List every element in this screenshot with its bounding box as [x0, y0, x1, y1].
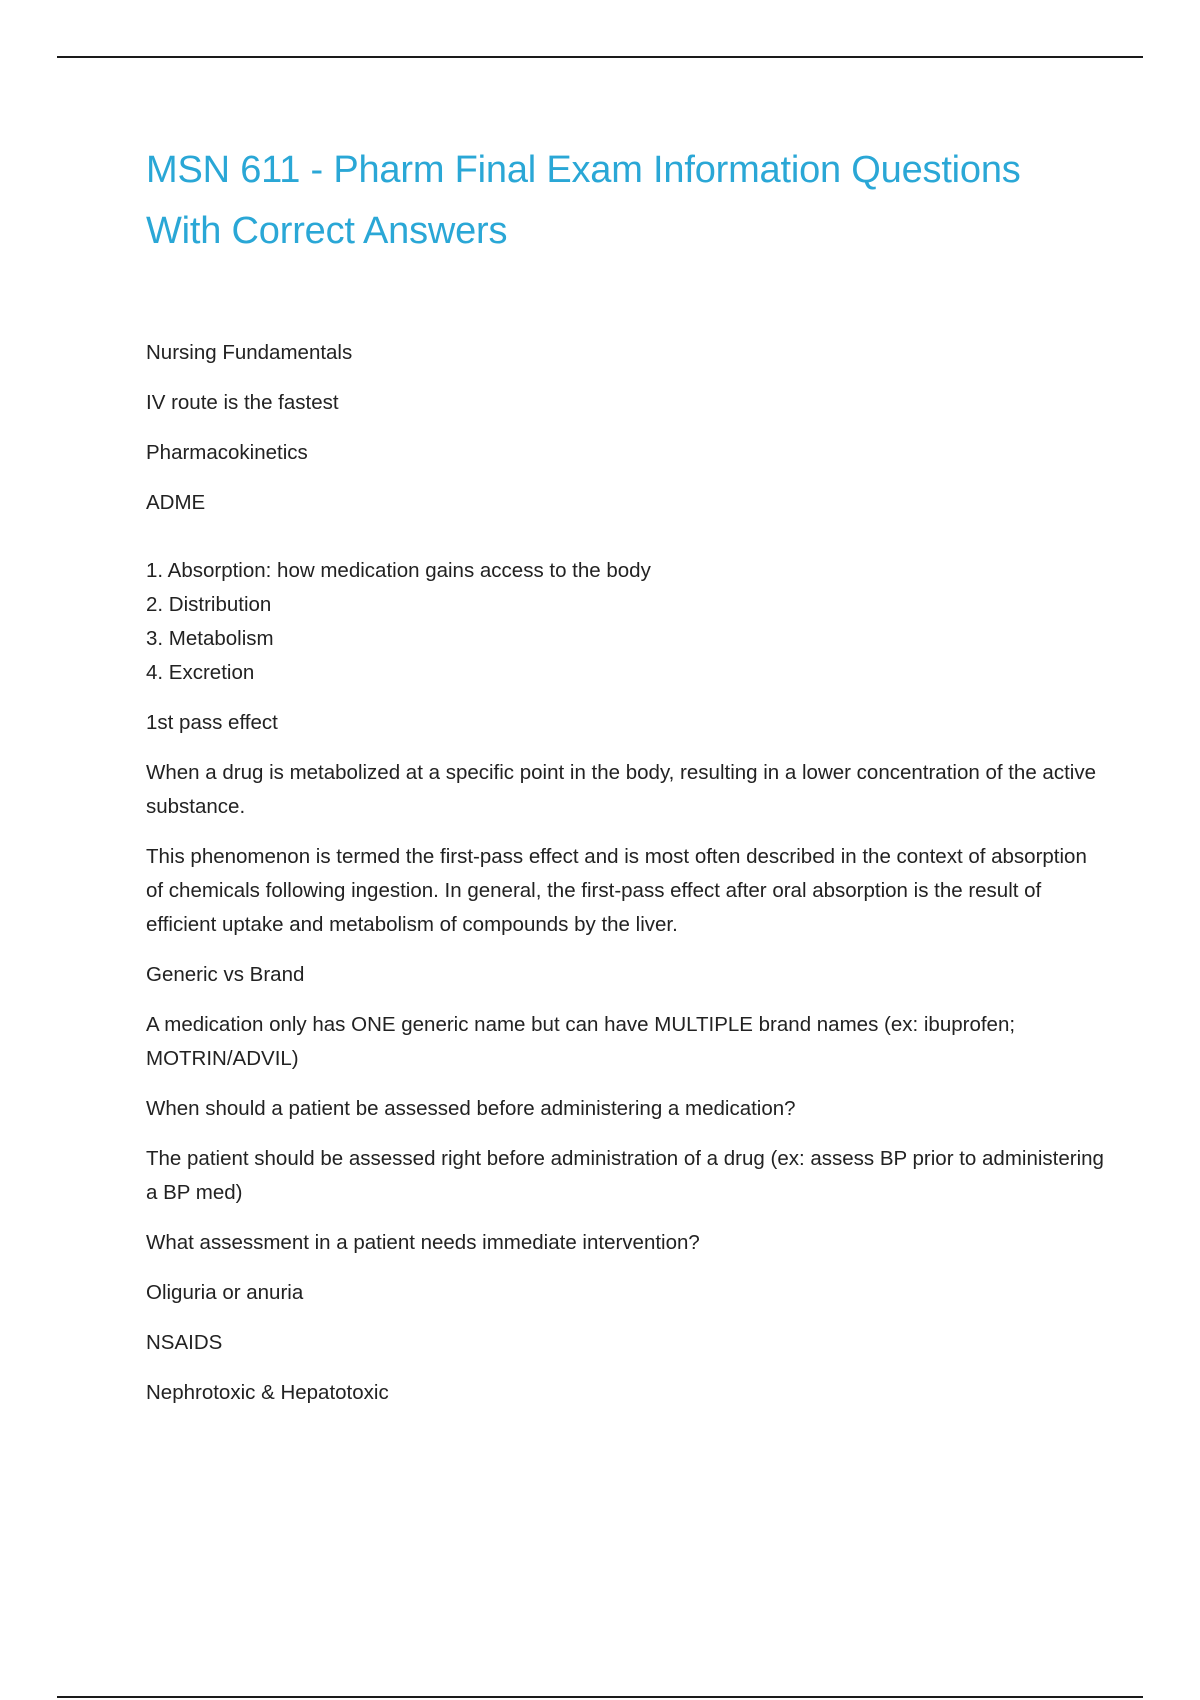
- entry-generic-brand-answer: A medication only has ONE generic name but can have MULTIPLE brand names (ex: ibuprofen; MOTRIN/ADVIL): [146, 1013, 1016, 1070]
- document-title: MSN 611 - Pharm Final Exam Information Questions With Correct Answers: [146, 149, 1021, 252]
- entry-nursing-fundamentals: Nursing Fundamentals: [146, 341, 353, 364]
- entry-intervention-answer: Oliguria or anuria: [146, 1281, 304, 1304]
- entry-assessment-question: When should a patient be assessed before administering a medication?: [146, 1097, 796, 1120]
- list-item: 3. Metabolism: [146, 627, 274, 650]
- entry-pharmacokinetics: Pharmacokinetics: [146, 441, 308, 464]
- entry-first-pass-detail: This phenomenon is termed the first-pass effect and is most often described in the context of absorption of chemicals following ingestion. In general, the first-pass effect after oral absorption is the result of efficient uptake and metabolism of compounds by the liver.: [146, 845, 1087, 936]
- document-text: [146, 336, 1106, 1410]
- entry-intervention-question: What assessment in a patient needs immediate intervention?: [146, 1231, 700, 1254]
- entry-generic-vs-brand: Generic vs Brand: [146, 963, 305, 986]
- entry-nsaids-answer: Nephrotoxic & Hepatotoxic: [146, 1381, 389, 1404]
- entry-first-pass: 1st pass effect: [146, 711, 278, 734]
- header-rule: [57, 56, 1143, 58]
- entry-assessment-answer: The patient should be assessed right before administration of a drug (ex: assess BP prior to administering a BP med): [146, 1147, 1104, 1204]
- list-item: 1. Absorption: how medication gains access to the body: [146, 559, 651, 582]
- entry-adme: ADME: [146, 491, 206, 514]
- entry-nsaids: NSAIDS: [146, 1331, 223, 1354]
- document-body: [146, 140, 1106, 1426]
- adme-list: [146, 554, 1106, 690]
- list-item: 4. Excretion: [146, 661, 255, 684]
- footer-rule: [57, 1696, 1143, 1698]
- list-item: 2. Distribution: [146, 593, 272, 616]
- entry-first-pass-definition: When a drug is metabolized at a specific point in the body, resulting in a lower concentration of the active substance.: [146, 761, 1096, 818]
- entry-iv-route: IV route is the fastest: [146, 391, 339, 414]
